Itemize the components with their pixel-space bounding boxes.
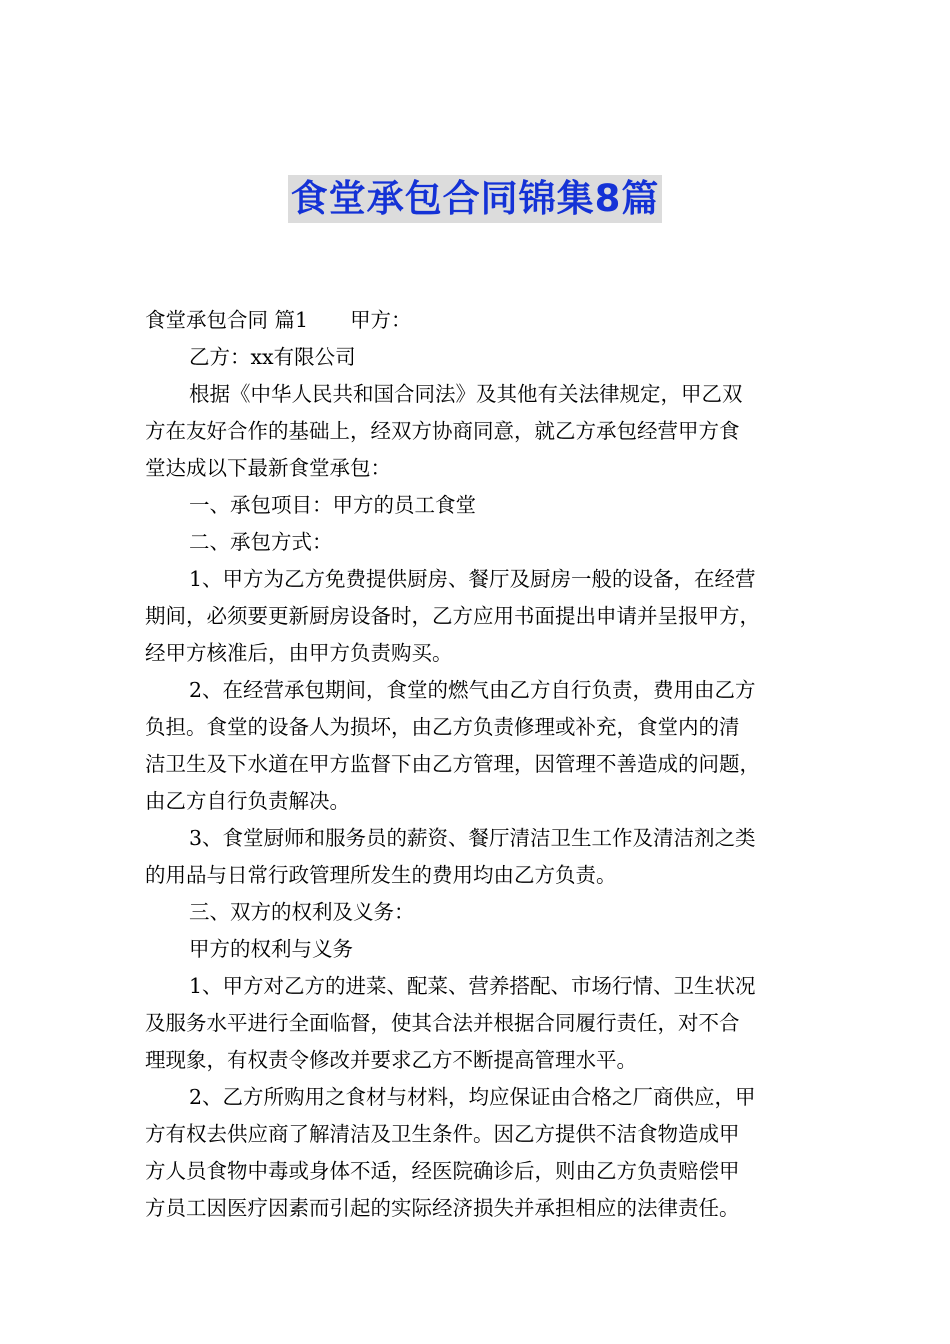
line-text: 2、在经营承包期间，食堂的燃气由乙方自行负责，费用由乙方 — [189, 678, 756, 702]
document-title: 食堂承包合同锦集8篇 — [288, 175, 663, 223]
line-text: 期间，必须要更新厨房设备时，乙方应用书面提出申请并呈报甲方， — [145, 604, 760, 628]
text-line — [145, 820, 817, 857]
text-line — [145, 339, 817, 376]
text-line — [145, 857, 817, 894]
line-text: 一、承包项目：甲方的员工食堂 — [189, 493, 476, 517]
line-text: 方员工因医疗因素而引起的实际经济损失并承担相应的法律责任。 — [145, 1196, 740, 1220]
line-text: 经甲方核准后，由甲方负责购买。 — [145, 641, 453, 665]
text-line — [145, 709, 817, 746]
text-line — [145, 1042, 817, 1079]
line-text: 3、食堂厨师和服务员的薪资、餐厅清洁卫生工作及清洁剂之类 — [189, 826, 756, 850]
text-line — [145, 783, 817, 820]
text-line — [145, 931, 817, 968]
text-line — [145, 302, 817, 339]
line-text: 洁卫生及下水道在甲方监督下由乙方管理，因管理不善造成的问题， — [145, 752, 760, 776]
line-text: 食堂承包合同 篇1 — [145, 308, 309, 332]
line-text: 及服务水平进行全面临督，使其合法并根据合同履行责任，对不合 — [145, 1011, 740, 1035]
text-line — [145, 894, 817, 931]
text-line — [145, 1153, 817, 1190]
line-text: 方在友好合作的基础上，经双方协商同意，就乙方承包经营甲方食 — [145, 419, 740, 443]
line-text: 三、双方的权利及义务： — [189, 900, 415, 924]
text-line — [145, 1005, 817, 1042]
line-text: 负担。食堂的设备人为损坏，由乙方负责修理或补充，食堂内的清 — [145, 715, 740, 739]
text-line — [145, 968, 817, 1005]
text-line — [145, 672, 817, 709]
text-line — [145, 376, 817, 413]
party-a-label: 甲方： — [350, 308, 412, 332]
line-text: 乙方：xx有限公司 — [189, 345, 356, 369]
text-line — [145, 635, 817, 672]
line-text: 1、甲方为乙方免费提供厨房、餐厅及厨房一般的设备，在经营 — [189, 567, 756, 591]
line-text: 由乙方自行负责解决。 — [145, 789, 350, 813]
text-line — [145, 561, 817, 598]
text-line — [145, 413, 817, 450]
text-line — [145, 450, 817, 487]
title-container — [0, 175, 950, 223]
document-body — [145, 302, 817, 1227]
line-text: 的用品与日常行政管理所发生的费用均由乙方负责。 — [145, 863, 617, 887]
text-line — [145, 524, 817, 561]
line-text: 根据《中华人民共和国合同法》及其他有关法律规定，甲乙双 — [189, 382, 743, 406]
line-text: 1、甲方对乙方的进菜、配菜、营养搭配、市场行情、卫生状况 — [189, 974, 756, 998]
text-line — [145, 487, 817, 524]
line-text: 方有权去供应商了解清洁及卫生条件。因乙方提供不洁食物造成甲 — [145, 1122, 740, 1146]
text-line — [145, 746, 817, 783]
line-text: 甲方的权利与义务 — [189, 937, 353, 961]
line-text: 二、承包方式： — [189, 530, 333, 554]
text-line — [145, 598, 817, 635]
text-line — [145, 1116, 817, 1153]
text-line — [145, 1079, 817, 1116]
text-line — [145, 1190, 817, 1227]
line-text: 2、乙方所购用之食材与材料，均应保证由合格之厂商供应，甲 — [189, 1085, 756, 1109]
line-text: 理现象，有权责令修改并要求乙方不断提高管理水平。 — [145, 1048, 637, 1072]
line-text: 堂达成以下最新食堂承包： — [145, 456, 391, 480]
line-text: 方人员食物中毒或身体不适，经医院确诊后，则由乙方负责赔偿甲 — [145, 1159, 740, 1183]
